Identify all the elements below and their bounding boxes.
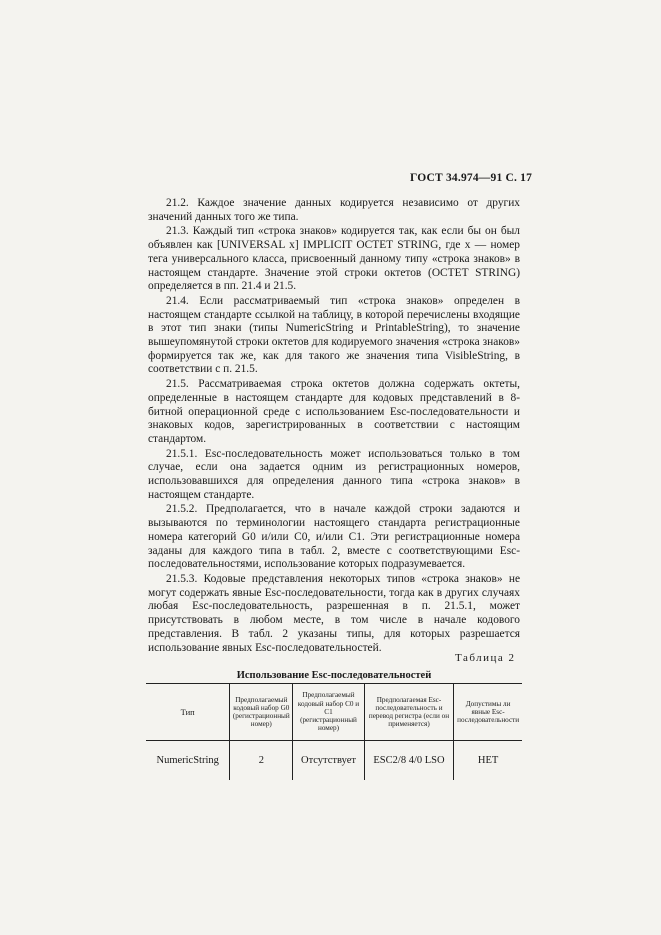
- header-g0-set: Предполагаемый кодовый набор G0 (регистрационный номер): [230, 684, 293, 741]
- paragraph-21-2: 21.2. Каждое значение данных кодируется независимо от других значений данных того же типа.: [148, 197, 520, 223]
- paragraph-21-5-3: 21.5.3. Кодовые представления некоторых типов «строка знаков» не могут содержать явные Esc-последовательности, тогда как в других случаях любая Esc-последовательность, разрешенная в п. 21.5.1, может присутствовать в любом месте, в том числе в начале кодового представления. В табл. 2 указаны типы, для которых разрешается использование явных Esc-последовательностей.: [148, 572, 520, 654]
- table-header-row: [146, 684, 522, 741]
- esc-sequence-table: [146, 683, 522, 780]
- cell-allowed: НЕТ: [454, 741, 522, 781]
- cell-c0-c1: Отсутствует: [293, 741, 365, 781]
- header-explicit-allowed: Допустимы ли явные Esc-последовательности: [454, 684, 522, 741]
- paragraph-21-3: 21.3. Каждый тип «строка знаков» кодируется так, как если бы он был объявлен как [UNIVERSAL x] IMPLICIT OCTET STRING, где x — номер тега универсального класса, присвоенный данному типу «строка знаков» в настоящем стандарте. Значение этой строки октетов (OCTET STRING) определяется в пп. 21.4 и 21.5.: [148, 225, 520, 293]
- table-row: [146, 741, 522, 781]
- paragraph-21-5-2: 21.5.2. Предполагается, что в начале каждой строки задаются и вызываются по терминологии настоящего стандарта регистрационные номера категорий G0 и/или C0, и/или C1. Эти регистрационные номера заданы для каждого типа в табл. 2, вместе с соответствующими Esc-последовательностями, использование которых подразумевается.: [148, 503, 520, 571]
- table-caption: Таблица 2: [455, 652, 516, 664]
- body-text: [148, 197, 520, 656]
- cell-esc: ESC2/8 4/0 LSO: [364, 741, 453, 781]
- cell-g0: 2: [230, 741, 293, 781]
- cell-type: NumericString: [156, 755, 219, 766]
- header-esc-sequence: Предполагаемая Esc-последовательность и перевод регистра (если он применяется): [364, 684, 453, 741]
- paragraph-21-4: 21.4. Если рассматриваемый тип «строка знаков» определен в настоящем стандарте ссылкой на таблицу, в которой перечислены входящие в этот тип знаки (типы NumericString и PrintableString), то значение вышеупомянутой строки октетов для кодируемого значения «строка знаков» формируется так же, как для такого же значения типа VisibleString, в соответствии с п. 21.5.: [148, 294, 520, 376]
- paragraph-21-5: 21.5. Рассматриваемая строка октетов должна содержать октеты, определенные в настоящем стандарте для кодовых представлений в 8-битной операционной среде с использованием Esc-последовательности и знаковых кодов, зарегистрированных в соответствии с настоящим стандартом.: [148, 378, 520, 445]
- page-header: ГОСТ 34.974—91 С. 17: [410, 172, 533, 184]
- header-c0-c1-set: Предполагаемый кодовый набор C0 и C1 (регистрационный номер): [293, 684, 365, 741]
- table-title: Использование Esc-последовательностей: [236, 670, 432, 681]
- header-type: Тип: [146, 684, 230, 741]
- paragraph-21-5-1: 21.5.1. Esc-последовательность может использоваться только в том случае, если она задается одним из регистрационных номеров, использовавшихся для определения данного типа «строка знаков» в настоящем стандарте.: [148, 447, 520, 501]
